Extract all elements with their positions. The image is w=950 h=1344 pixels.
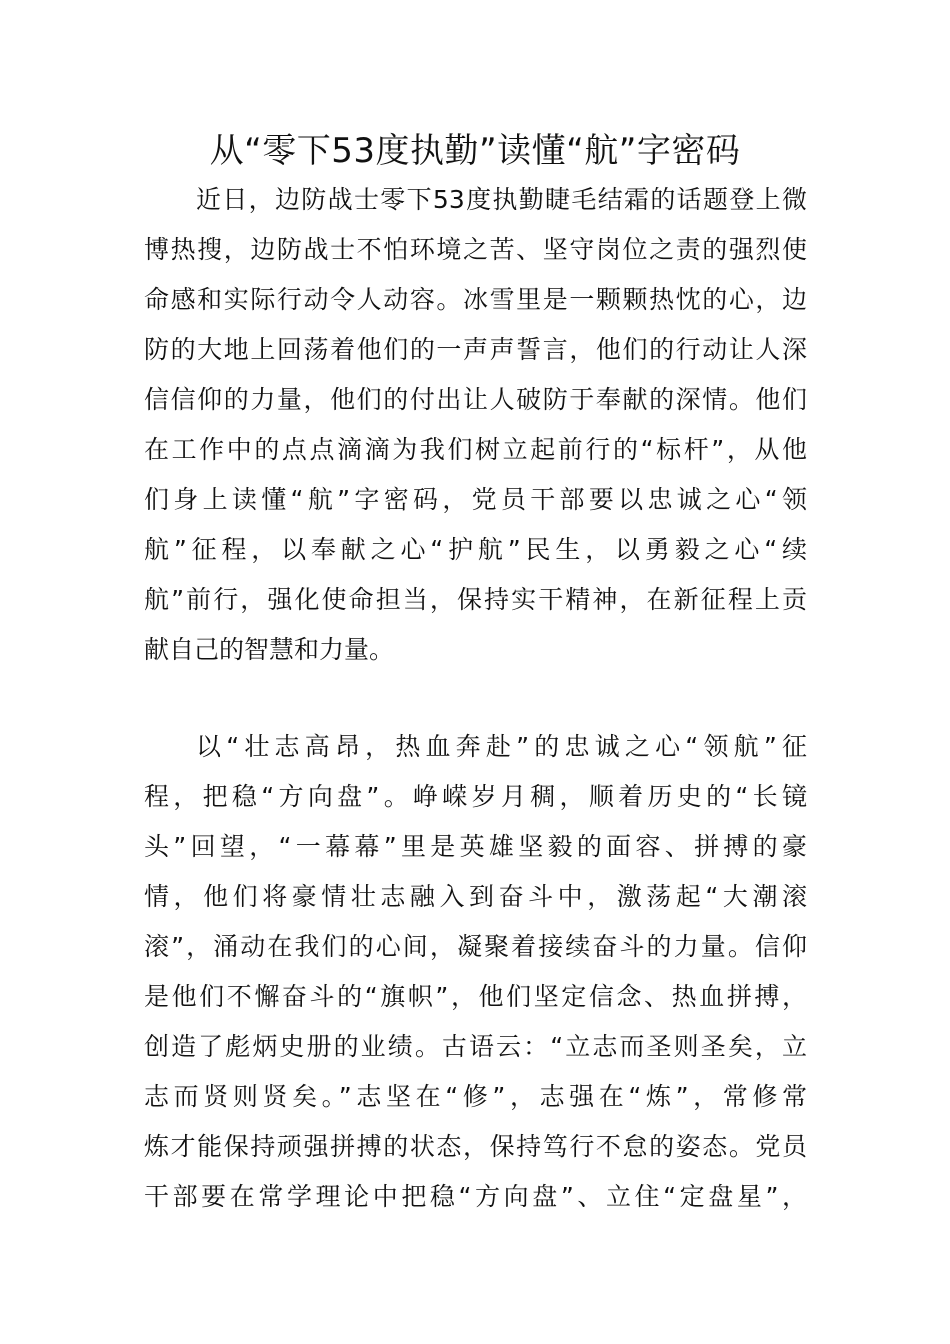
paragraph-2 (144, 722, 807, 1222)
paragraph-line: 是他们不懈奋斗的“旗帜”，他们坚定信念、热血拼搏， (144, 982, 807, 1011)
paragraph-line: 防的大地上回荡着他们的一声声誓言，他们的行动让人深 (144, 335, 807, 364)
paragraph-line: 炼才能保持顽强拼搏的状态，保持笃行不怠的姿态。党员 (144, 1132, 807, 1161)
paragraph-line: 信信仰的力量，他们的付出让人破防于奉献的深情。他们 (144, 385, 807, 414)
paragraph-line: 程，把稳“方向盘”。峥嵘岁月稠，顺着历史的“长镜 (144, 782, 807, 811)
paragraph-line: 创造了彪炳史册的业绩。古语云：“立志而圣则圣矣，立 (144, 1032, 807, 1061)
paragraph-line: 航”征程，以奉献之心“护航”民生，以勇毅之心“续 (144, 535, 807, 564)
paragraph-line: 情，他们将豪情壮志融入到奋斗中，激荡起“大潮滚 (144, 882, 807, 911)
paragraph-line: 干部要在常学理论中把稳“方向盘”、立住“定盘星”， (144, 1182, 807, 1211)
paragraph-line: 博热搜，边防战士不怕环境之苦、坚守岗位之责的强烈使 (144, 235, 807, 264)
paragraph-line: 航”前行，强化使命担当，保持实干精神，在新征程上贡 (144, 585, 807, 614)
paragraph-line: 命感和实际行动令人动容。冰雪里是一颗颗热忱的心，边 (144, 285, 807, 314)
paragraph-line: 滚”，涌动在我们的心间，凝聚着接续奋斗的力量。信仰 (144, 932, 807, 961)
document-title: 从“零下53度执勤”读懂“航”字密码 (209, 131, 741, 171)
paragraph-line: 头”回望，“一幕幕”里是英雄坚毅的面容、拼搏的豪 (144, 832, 807, 861)
paragraph-line: 献自己的智慧和力量。 (144, 635, 395, 664)
paragraph-line: 们身上读懂“航”字密码，党员干部要以忠诚之心“领 (144, 485, 807, 514)
paragraph-1 (144, 175, 807, 675)
paragraph-line: 近日，边防战士零下53度执勤睫毛结霜的话题登上微 (196, 185, 807, 214)
paragraph-line: 在工作中的点点滴滴为我们树立起前行的“标杆”，从他 (144, 435, 807, 464)
paragraph-line: 以“壮志高昂，热血奔赴”的忠诚之心“领航”征 (196, 732, 807, 761)
paragraph-line: 志而贤则贤矣。”志坚在“修”，志强在“炼”，常修常 (144, 1082, 807, 1111)
